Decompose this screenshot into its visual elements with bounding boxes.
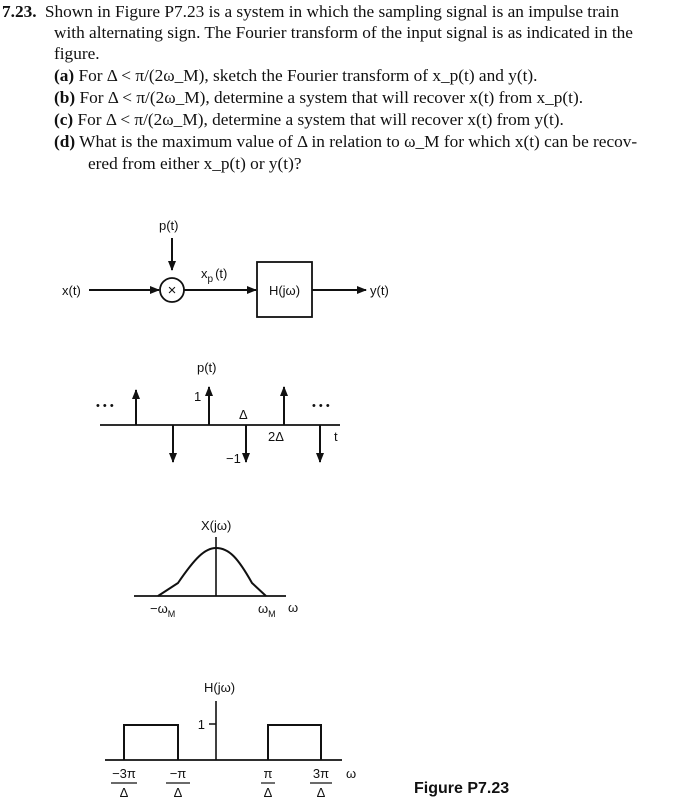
tick-3pi	[310, 766, 332, 800]
spectrum-title: X(jω)	[201, 518, 232, 533]
svg-text:Δ: Δ	[263, 785, 273, 800]
two-delta-label: 2Δ	[268, 429, 284, 444]
svg-text:3π: 3π	[312, 766, 330, 781]
figure-caption: Figure P7.23	[414, 780, 510, 797]
filter-title: H(jω)	[204, 680, 236, 695]
tick-pi	[261, 766, 275, 800]
right-ellipsis: • • •	[312, 400, 330, 412]
filter-passband-positive	[268, 725, 321, 760]
filter-axis-label: ω	[346, 766, 357, 781]
delta-label: Δ	[239, 407, 248, 422]
svg-text:Δ: Δ	[316, 785, 326, 800]
block-diagram	[62, 218, 389, 317]
sampling-label: p(t)	[159, 218, 179, 233]
part-c-label: (c)	[54, 110, 74, 129]
neg-omega-m-label: $-\omega_M$	[150, 601, 176, 619]
impulse-pos-label: 1	[194, 389, 202, 404]
tick-neg-pi	[166, 766, 190, 800]
problem-text-1: Shown in Figure P7.23 is a system in which the sampling signal is an impulse train	[44, 2, 619, 21]
svg-text:π: π	[263, 766, 273, 781]
system-label: H(jω)	[268, 283, 301, 298]
part-a-label: (a)	[54, 66, 75, 85]
output-label: y(t)	[370, 283, 389, 298]
input-label: x(t)	[62, 283, 81, 298]
svg-text:−3π: −3π	[112, 766, 136, 781]
part-b-label: (b)	[54, 88, 76, 107]
problem-line-3: figure.	[54, 44, 100, 63]
impulse-title: p(t)	[197, 360, 217, 375]
filter-plot	[105, 680, 356, 800]
part-b-text: For Δ < π/(2ω_M), determine a system that will recover x(t) from x_p(t).	[79, 88, 584, 107]
problem-line-2: with alternating sign. The Fourier transform of the input signal is as indicated in the	[54, 23, 633, 42]
svg-text:−π: −π	[169, 766, 187, 781]
left-ellipsis: • • •	[96, 400, 114, 412]
svg-text:Δ: Δ	[119, 785, 129, 800]
impulse-plot	[96, 360, 340, 466]
part-d-text-2: ered from either x_p(t) or y(t)?	[88, 154, 302, 173]
impulse-neg-label: −1	[226, 451, 241, 466]
svg-text:Δ: Δ	[173, 785, 183, 800]
tick-neg-3pi	[111, 766, 137, 800]
pos-omega-m-label: $\omega_M$	[258, 601, 276, 619]
part-c-text: For Δ < π/(2ω_M), determine a system that will recover x(t) from y(t).	[77, 110, 564, 129]
spectrum-curve	[158, 548, 266, 596]
part-d-label: (d)	[54, 132, 76, 151]
part-a-text: For Δ < π/(2ω_M), sketch the Fourier transform of x_p(t) and y(t).	[78, 66, 538, 85]
filter-level-label: 1	[197, 717, 205, 732]
spectrum-plot	[134, 518, 298, 619]
spectrum-axis-label: ω	[288, 600, 299, 615]
impulse-axis-label: t	[334, 429, 338, 444]
multiplier-icon: ×	[167, 282, 177, 299]
problem-number: 7.23.	[2, 2, 37, 21]
filter-passband-negative	[124, 725, 178, 760]
part-d-text: What is the maximum value of Δ in relation to ω_M for which x(t) can be recov-	[79, 132, 638, 151]
intermediate-label: $x_p$ (t)	[201, 266, 228, 285]
